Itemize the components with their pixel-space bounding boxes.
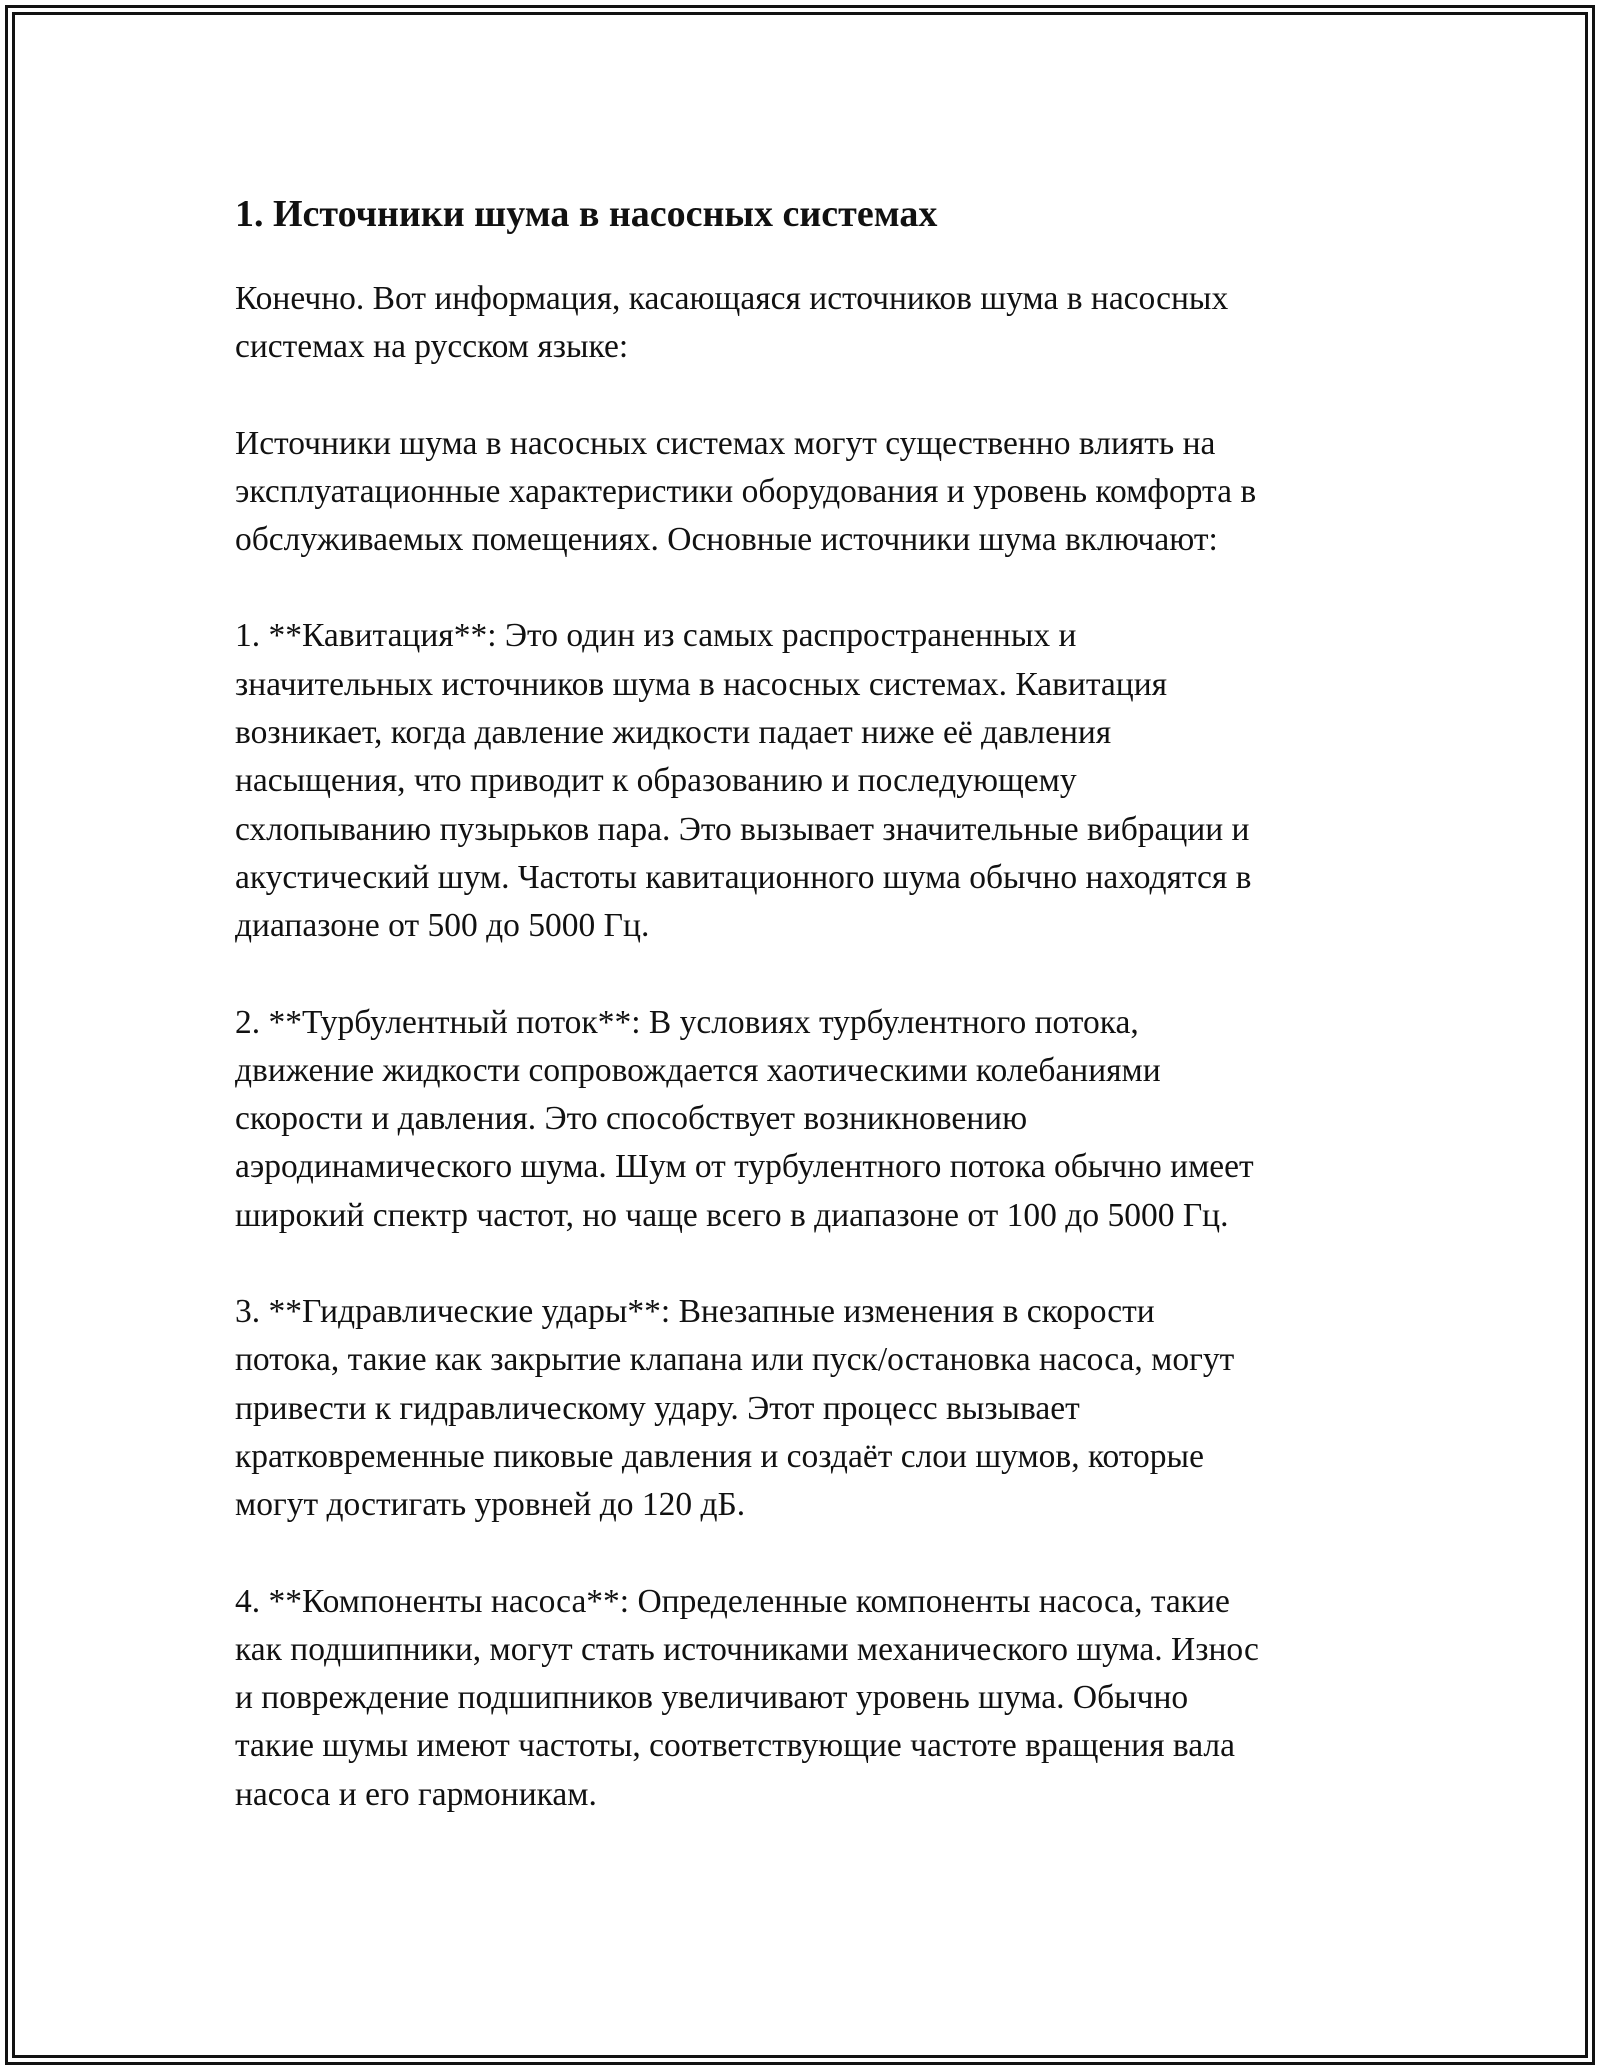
text-line: могут достигать уровней до 120 дБ.	[235, 1486, 746, 1524]
text-line: насыщения, что приводит к образованию и последующему	[235, 762, 1077, 800]
text-line: аэродинамического шума. Шум от турбулентного потока обычно имеет	[235, 1148, 1254, 1186]
document-title: 1. Источники шума в насосных системах	[235, 193, 938, 235]
text-line: и повреждение подшипников увеличивают уровень шума. Обычно	[235, 1679, 1189, 1717]
text-line: 2. **Турбулентный поток**: В условиях турбулентного потока,	[235, 1003, 1139, 1041]
text-line: 4. **Компоненты насоса**: Определенные компоненты насоса, такие	[235, 1582, 1230, 1620]
text-line: скорости и давления. Это способствует возникновению	[235, 1100, 1028, 1138]
document-body	[235, 186, 1375, 1867]
text-line: 3. **Гидравлические удары**: Внезапные изменения в скорости	[235, 1293, 1155, 1331]
text-line: движение жидкости сопровождается хаотическими колебаниями	[235, 1051, 1161, 1089]
paragraph	[235, 420, 1375, 565]
text-line: такие шумы имеют частоты, соответствующие частоте вращения вала	[235, 1727, 1236, 1765]
paragraph	[235, 1578, 1375, 1819]
text-line: привести к гидравлическому удару. Этот процесс вызывает	[235, 1389, 1080, 1427]
text-line: значительных источников шума в насосных системах. Кавитация	[235, 665, 1168, 703]
text-line: схлопыванию пузырьков пара. Это вызывает значительные вибрации и	[235, 810, 1250, 848]
text-line: обслуживаемых помещениях. Основные источники шума включают:	[235, 521, 1218, 559]
text-line: потока, такие как закрытие клапана или пуск/остановка насоса, могут	[235, 1341, 1235, 1379]
text-line: системах на русском языке:	[235, 328, 629, 366]
paragraph	[235, 1288, 1375, 1529]
text-line: возникает, когда давление жидкости падает ниже её давления	[235, 714, 1112, 752]
text-line: насоса и его гармоникам.	[235, 1775, 597, 1813]
text-line: эксплуатационные характеристики оборудования и уровень комфорта в	[235, 472, 1257, 510]
paragraph	[235, 999, 1375, 1240]
text-line: Конечно. Вот информация, касающаяся источников шума в насосных	[235, 280, 1229, 317]
paragraph	[235, 275, 1375, 372]
text-line: кратковременные пиковые давления и создаёт слои шумов, которые	[235, 1437, 1204, 1475]
text-line: Источники шума в насосных системах могут существенно влиять на	[235, 424, 1216, 462]
paragraph-list	[235, 275, 1375, 1819]
text-line: диапазоне от 500 до 5000 Гц.	[235, 907, 650, 945]
text-line: широкий спектр частот, но чаще всего в диапазоне от 100 до 5000 Гц.	[235, 1196, 1229, 1234]
text-line: как подшипники, могут стать источниками механического шума. Износ	[235, 1630, 1259, 1668]
paragraph	[235, 612, 1375, 950]
text-line: 1. **Кавитация**: Это один из самых распространенных и	[235, 617, 1077, 655]
text-line: акустический шум. Частоты кавитационного шума обычно находятся в	[235, 858, 1252, 896]
